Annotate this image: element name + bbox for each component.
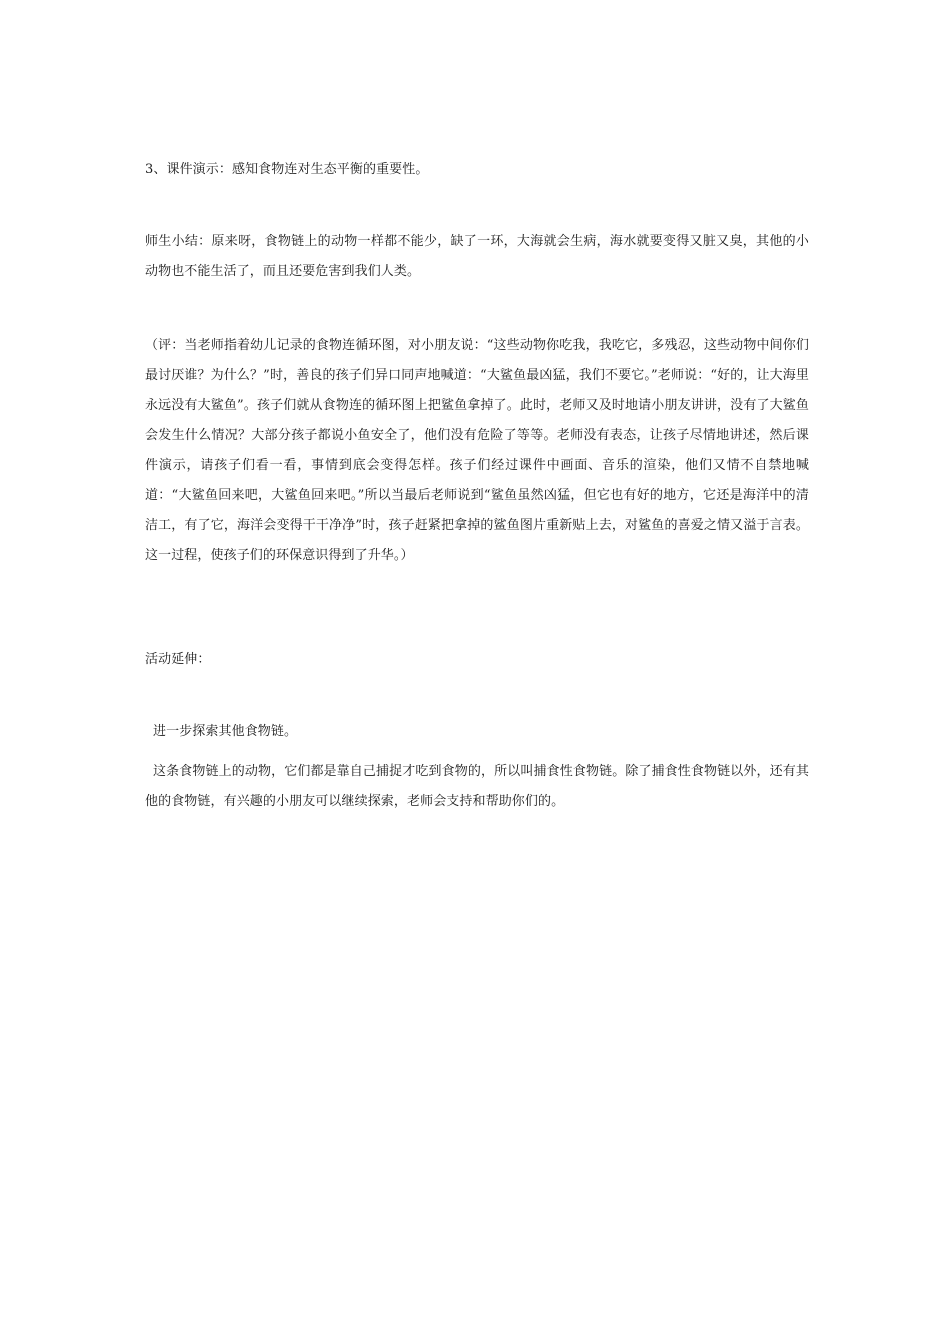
comment-paragraph: （评：当老师指着幼儿记录的食物连循环图，对小朋友说：“这些动物你吃我，我吃它，多残忍，这些动物中间你们最讨厌谁？为什么？”时，善良的孩子们异口同声地喊道：“大鲨鱼最凶猛，我们不要它。”老师说：“好的，让大海里永远没有大鲨鱼”。孩子们就从食物连的循环图上把鲨鱼拿掉了。此时，老师又及时地请小朋友讲讲，没有了大鲨鱼会发生什么情况？大部分孩子都说小鱼安全了，他们没有危险了等等。老师没有表态，让孩子尽情地讲述，然后课件演示，请孩子们看一看，事情到底会变得怎样。孩子们经过课件中画面、音乐的渲染，他们又情不自禁地喊道：“大鲨鱼回来吧，大鲨鱼回来吧。”所以当最后老师说到“鲨鱼虽然凶猛，但它也有好的地方，它还是海洋中的清洁工，有了它，海洋会变得干干净净”时，孩子赶紧把拿掉的鲨鱼图片重新贴上去，对鲨鱼的喜爱之情又溢于言表。这一过程，使孩子们的环保意识得到了升华。）	[145, 338, 809, 563]
document-page	[145, 0, 809, 1344]
section-heading: 3、课件演示：感知食物连对生态平衡的重要性。	[145, 162, 429, 177]
extension-item: 进一步探索其他食物链。	[153, 724, 298, 739]
extension-body-paragraph: 这条食物链上的动物，它们都是靠自己捕捉才吃到食物的，所以叫捕食性食物链。除了捕食性食物链以外，还有其他的食物链，有兴趣的小朋友可以继续探索，老师会支持和帮助你们的。	[145, 764, 809, 809]
summary-paragraph: 师生小结：原来呀，食物链上的动物一样都不能少，缺了一环，大海就会生病，海水就要变得又脏又臭，其他的小动物也不能生活了，而且还要危害到我们人类。	[145, 234, 809, 279]
extension-title: 活动延伸：	[145, 652, 211, 667]
